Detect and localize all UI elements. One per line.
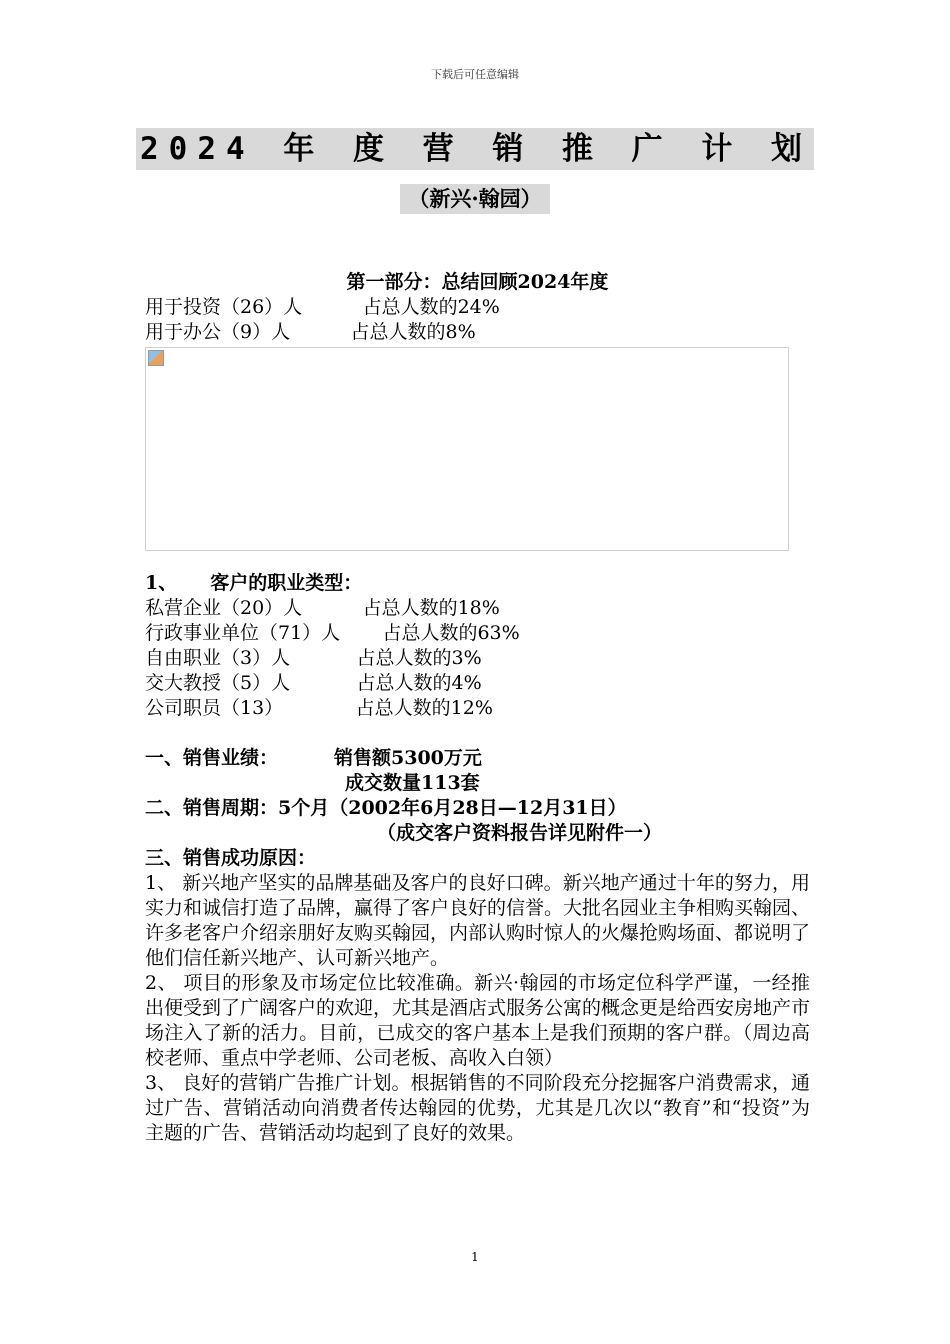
section1-heading: 第一部分：总结回顾2024年度 (346, 271, 609, 293)
purpose-row-office: 用于办公（9）人 占总人数的8% (145, 321, 476, 343)
occupation-row: 公司职员（13） 占总人数的12% (145, 697, 493, 719)
occupation-row: 私营企业（20）人 占总人数的18% (145, 597, 500, 619)
occupation-row: 交大教授（5）人 占总人数的4% (145, 672, 482, 694)
occupation-row: 行政事业单位（71）人 占总人数的63% (145, 622, 520, 644)
image-placeholder (145, 347, 789, 551)
document-title: 2024 年 度 营 销 推 广 计 划 (136, 128, 814, 170)
success-reasons-heading: 三、销售成功原因： (145, 847, 317, 869)
page-number: 1 (471, 1250, 479, 1264)
header-note: 下载后可任意编辑 (431, 68, 519, 81)
broken-image-icon (148, 350, 164, 366)
subtitle-container (0, 184, 950, 214)
spacer (145, 721, 810, 746)
sales-amount: 销售额5300万元 (334, 747, 482, 769)
occupation-heading: 1、 客户的职业类型： (145, 572, 363, 594)
sales-period: 二、销售周期：5个月（2002年6月28日—12月31日） (145, 797, 627, 819)
occupation-row: 自由职业（3）人 占总人数的3% (145, 647, 482, 669)
document-subtitle: （新兴·翰园） (400, 184, 549, 214)
sales-count: 成交数量113套 (345, 772, 480, 794)
sales-label: 一、销售业绩： (145, 747, 279, 769)
reason-paragraph-2: 2、 项目的形象及市场定位比较准确。新兴·翰园的市场定位科学严谨，一经推出便受到了广阔客户的欢迎，尤其是酒店式服务公寓的概念更是给西安房地产市场注入了新的活力。目前，已成交的客户基本上是我们预期的客户群。（周边高校老师、重点中学老师、公司老板、高收入白领） (145, 972, 811, 1069)
reason-paragraph-3: 3、 良好的营销广告推广计划。根据销售的不同阶段充分挖掘客户消费需求，通过广告、营销活动向消费者传达翰园的优势，尤其是几次以“教育”和“投资”为主题的广告、营销活动均起到了良好的效果。 (145, 1072, 810, 1144)
sales-performance-line (145, 746, 810, 771)
title-container (0, 128, 950, 170)
report-note: （成交客户资料报告详见附件一） (377, 822, 663, 844)
purpose-row-investment: 用于投资（26）人 占总人数的24% (145, 296, 500, 318)
document-body (145, 270, 810, 1146)
reason-paragraph-1: 1、 新兴地产坚实的品牌基础及客户的良好口碑。新兴地产通过十年的努力，用实力和诚信打造了品牌，赢得了客户良好的信誉。大批名园业主争相购买翰园、许多老客户介绍亲朋好友购买翰园，内部认购时惊人的火爆抢购场面、都说明了他们信任新兴地产、认可新兴地产。 (145, 872, 811, 969)
